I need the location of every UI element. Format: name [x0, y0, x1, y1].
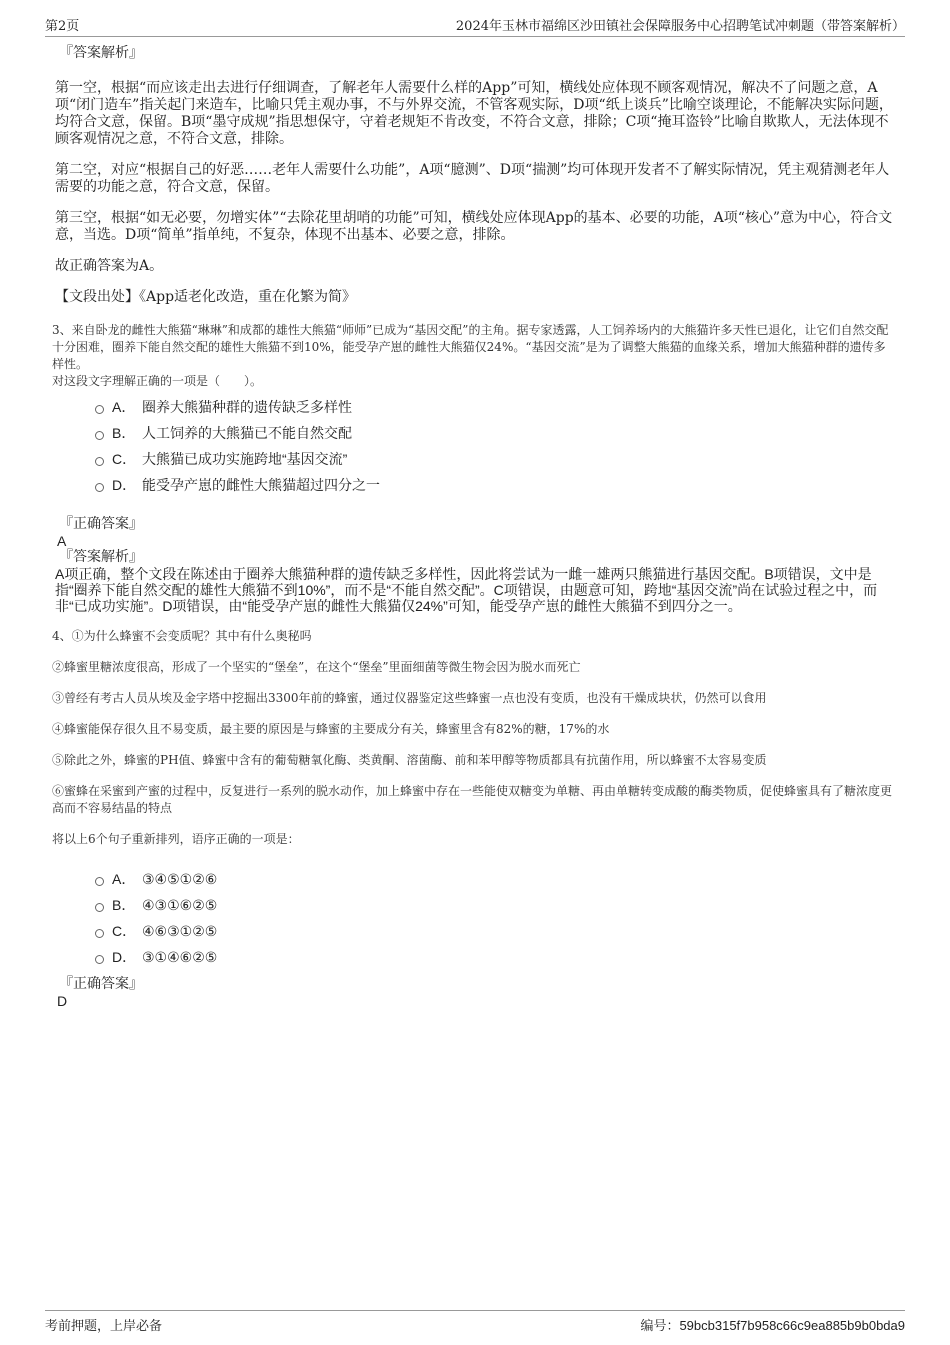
- radio-icon[interactable]: [95, 903, 104, 912]
- q4-sentence-4: ④蜂蜜能保存很久且不易变质，最主要的原因是与蜂蜜的主要成分有关，蜂蜜里含有82%的糖，17%的水: [52, 722, 610, 736]
- q3-analysis: A项正确，整个文段在陈述由于圈养大熊猫种群的遗传缺乏多样性，因此将尝试为一雌一雄两只熊猫进行基因交配。B项错误，文中是指“圈养下能自然交配的雄性大熊猫不到10%”，而不是“不能自然交配”。C项错误，由题意可知，跨地“基因交流”尚在试验过程之中，而非“已成功实施”。D项错误，由“能受孕产崽的雌性大熊猫仅24%”可知，能受孕产崽的雌性大熊猫不到四分之一。: [55, 566, 878, 614]
- page-footer: [45, 1310, 905, 1334]
- option-text: 圈养大熊猫种群的遗传缺乏多样性: [142, 399, 352, 415]
- document-title: 2024年玉林市福绵区沙田镇社会保障服务中心招聘笔试冲刺题（带答案解析）: [455, 19, 905, 34]
- document-code: 编号：59bcb315f7b958c66c9ea885b9b0bda9: [640, 1318, 905, 1333]
- option-text: 大熊猫已成功实施跨地“基因交流”: [142, 451, 348, 467]
- q4-question: 将以上6个句子重新排列，语序正确的一项是：: [52, 832, 300, 846]
- q3-option-a[interactable]: A． 圈养大熊猫种群的遗传缺乏多样性: [95, 394, 895, 420]
- option-text: ④③①⑥②⑤: [142, 896, 218, 913]
- radio-icon[interactable]: [95, 929, 104, 938]
- q2-analysis-conclusion: 故正确答案为A。: [55, 258, 164, 274]
- q2-analysis-tag: 『答案解析』: [59, 45, 143, 61]
- radio-icon[interactable]: [95, 955, 104, 964]
- q3-question: 对这段文字理解正确的一项是（ ）。: [52, 374, 263, 388]
- option-text: ④⑥③①②⑤: [142, 922, 218, 939]
- q3-answer-tag: 『正确答案』: [59, 516, 143, 532]
- q3-stem: 3、来自卧龙的雌性大熊猫“琳琳”和成都的雄性大熊猫“师师”已成为“基因交配”的主角。据专家透露，人工饲养场内的大熊猫许多天性已退化，让它们自然交配十分困难，圈养下能自然交配的雄性大熊猫不到10%，能受孕产崽的雌性大熊猫仅24%。“基因交流”是为了调整大熊猫的血缘关系，增加大熊猫种群的遗传多样性。: [52, 323, 889, 371]
- page-content: [52, 45, 895, 1009]
- radio-icon[interactable]: [95, 483, 104, 492]
- page-number: 第2页: [45, 19, 80, 34]
- q4-option-d[interactable]: D． ③①④⑥②⑤: [95, 944, 895, 970]
- q3-analysis-tag: 『答案解析』: [59, 549, 143, 565]
- q2-analysis-p1: 第一空，根据“而应该走出去进行仔细调查，了解老年人需要什么样的App”可知，横线处应体现不顾客观情况，解决不了问题之意，A项“闭门造车”指关起门来造车，比喻只凭主观办事，不与外界交流，不管客观实际，D项“纸上谈兵”比喻空谈理论，不能解决实际问题，均符合文意，保留。B项“墨守成规”指思想保守，守着老规矩不肯改变，不符合文意，排除；C项“掩耳盗铃”比喻自欺欺人，无法体现不顾客观情况之意，不符合文意，排除。: [55, 80, 893, 147]
- q4-sentence-5: ⑤除此之外，蜂蜜的PH值、蜂蜜中含有的葡萄糖氧化酶、类黄酮、溶菌酶、前和苯甲醇等物质都具有抗菌作用，所以蜂蜜不太容易变质: [52, 753, 767, 767]
- radio-icon[interactable]: [95, 877, 104, 886]
- q4-sentence-2: ②蜂蜜里糖浓度很高，形成了一个坚实的“堡垒”，在这个“堡垒”里面细菌等微生物会因为脱水而死亡: [52, 660, 581, 674]
- q3-option-b[interactable]: B． 人工饲养的大熊猫已不能自然交配: [95, 420, 895, 446]
- radio-icon[interactable]: [95, 405, 104, 414]
- q4-sentence-6: ⑥蜜蜂在采蜜到产蜜的过程中，反复进行一系列的脱水动作，加上蜂蜜中存在一些能使双糖变为单糖、再由单糖转变成酸的酶类物质，促使蜂蜜具有了糖浓度更高而不容易结晶的特点: [52, 784, 893, 815]
- option-text: ③④⑤①②⑥: [142, 870, 218, 887]
- q4-option-c[interactable]: C． ④⑥③①②⑤: [95, 918, 895, 944]
- q4-sentence-3: ③曾经有考古人员从埃及金字塔中挖掘出3300年前的蜂蜜，通过仪器鉴定这些蜂蜜一点也没有变质，也没有干燥成块状，仍然可以食用: [52, 691, 767, 705]
- q3-option-d[interactable]: D． 能受孕产崽的雌性大熊猫超过四分之一: [95, 472, 895, 498]
- option-text: ③①④⑥②⑤: [142, 948, 218, 965]
- q2-analysis-p3: 第三空，根据“如无必要，勿增实体”“去除花里胡哨的功能”可知，横线处应体现App的基本、必要的功能，A项“核心”意为中心，符合文意，当选。D项“简单”指单纯，不复杂，体现不出基本、必要之意，排除。: [55, 210, 893, 243]
- q3-option-c[interactable]: C． 大熊猫已成功实施跨地“基因交流”: [95, 446, 895, 472]
- radio-icon[interactable]: [95, 457, 104, 466]
- q2-source: 【文段出处】《App适老化改造，重在化繁为简》: [55, 289, 357, 305]
- q4-answer-tag: 『正确答案』: [59, 976, 143, 992]
- q4-option-a[interactable]: A． ③④⑤①②⑥: [95, 866, 895, 892]
- q4-answer: D: [57, 993, 68, 1009]
- q4-option-b[interactable]: B． ④③①⑥②⑤: [95, 892, 895, 918]
- q3-answer: A: [57, 533, 67, 549]
- footer-slogan: 考前押题，上岸必备: [45, 1319, 163, 1334]
- q4-options: [55, 866, 895, 970]
- q2-analysis-p2: 第二空，对应“根据自己的好恶……老年人需要什么功能”，A项“臆测”、D项“揣测”均可体现开发者不了解实际情况，凭主观猜测老年人需要的功能之意，符合文意，保留。: [55, 162, 890, 195]
- q4-sentence-1: 4、①为什么蜂蜜不会变质呢？其中有什么奥秘吗: [52, 629, 312, 643]
- option-text: 能受孕产崽的雌性大熊猫超过四分之一: [142, 477, 380, 493]
- radio-icon[interactable]: [95, 431, 104, 440]
- q3-options: [55, 394, 895, 498]
- page-header: [45, 14, 905, 37]
- option-text: 人工饲养的大熊猫已不能自然交配: [142, 425, 352, 441]
